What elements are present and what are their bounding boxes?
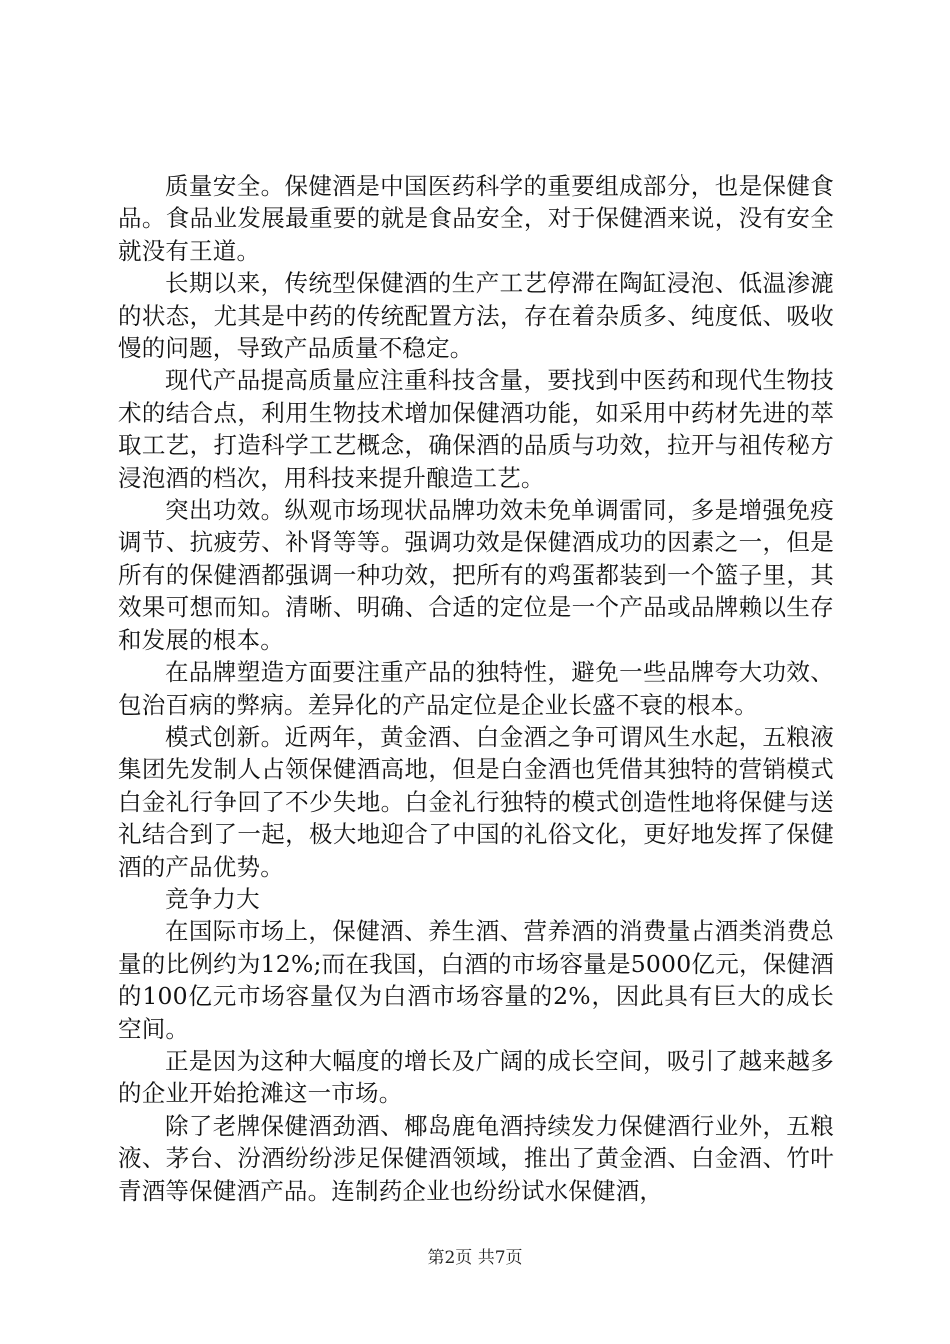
paragraph-market-entrants: 除了老牌保健酒劲酒、椰岛鹿龟酒持续发力保健酒行业外，五粮液、茅台、汾酒纷纷涉足保健酒领域，推出了黄金酒、白金酒、竹叶青酒等保健酒产品。连制药企业也纷纷试水保健酒， xyxy=(118,1111,834,1205)
paragraph-growth-space: 正是因为这种大幅度的增长及广阔的成长空间，吸引了越来越多的企业开始抢滩这一市场。 xyxy=(118,1046,834,1108)
paragraph-quality-safety: 质量安全。保健酒是中国医药科学的重要组成部分，也是保健食品。食品业发展最重要的就是食品安全，对于保健酒来说，没有安全就没有王道。 xyxy=(118,172,834,265)
paragraph-international-market: 在国际市场上，保健酒、养生酒、营养酒的消费量占酒类消费总量的比例约为12%;而在我国，白酒的市场容量是5000亿元，保健酒的100亿元市场容量仅为白酒市场容量的2%，因此具有巨大的成长空间。 xyxy=(118,917,834,1043)
paragraph-technology-content: 现代产品提高质量应注重科技含量，要找到中医药和现代生物技术的结合点，利用生物技术增加保健酒功能，如采用中药材先进的萃取工艺，打造科学工艺概念，确保酒的品质与功效，拉开与祖传秘方浸泡酒的档次，用科技来提升酿造工艺。 xyxy=(118,366,834,492)
paragraph-traditional-process: 长期以来，传统型保健酒的生产工艺停滞在陶缸浸泡、低温渗漉的状态，尤其是中药的传统配置方法，存在着杂质多、纯度低、吸收慢的问题，导致产品质量不稳定。 xyxy=(118,269,834,363)
paragraph-model-innovation: 模式创新。近两年，黄金酒、白金酒之争可谓风生水起，五粮液集团先发制人占领保健酒高地，但是白金酒也凭借其独特的营销模式白金礼行争回了不少失地。白金礼行独特的模式创造性地将保健与送礼结合到了一起，极大地迎合了中国的礼俗文化，更好地发挥了保健酒的产品优势。 xyxy=(118,722,834,881)
section-heading-competition: 竞争力大 xyxy=(165,884,260,913)
page-number-footer: 第2页 共7页 xyxy=(427,1248,523,1268)
paragraph-brand-uniqueness: 在品牌塑造方面要注重产品的独特性，避免一些品牌夸大功效、包治百病的弊病。差异化的产品定位是企业长盛不衰的根本。 xyxy=(118,658,834,719)
document-body xyxy=(118,170,834,1207)
paragraph-highlight-efficacy: 突出功效。纵观市场现状品牌功效未免单调雷同，多是增强免疫调节、抗疲劳、补肾等等。强调功效是保健酒成功的因素之一，但是所有的保健酒都强调一种功效，把所有的鸡蛋都装到一个篮子里，其效果可想而知。清晰、明确、合适的定位是一个产品或品牌赖以生存和发展的根本。 xyxy=(118,496,834,654)
